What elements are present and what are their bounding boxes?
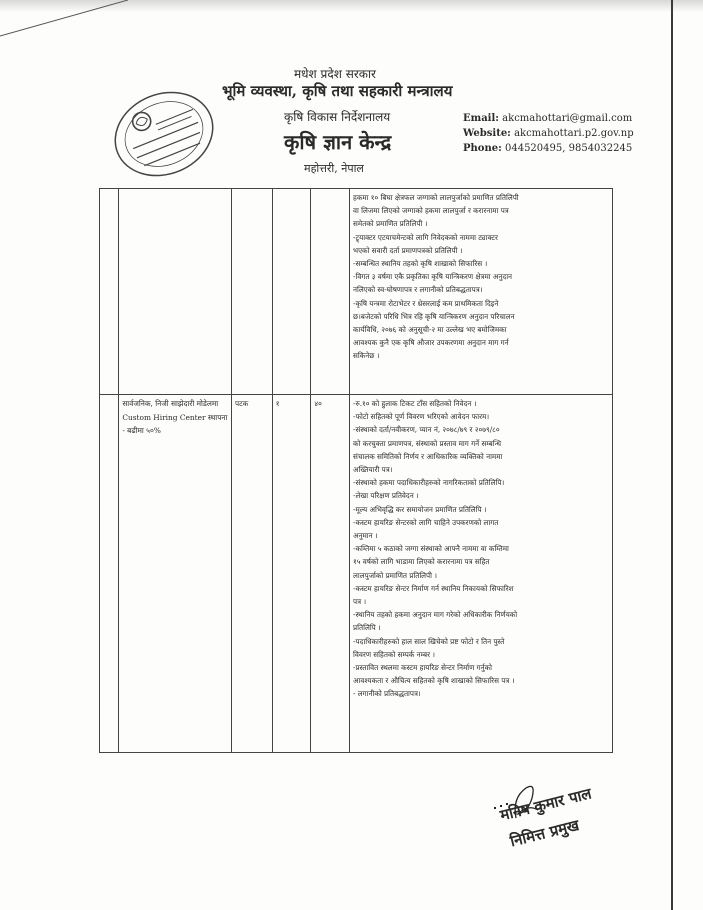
- header-location: महोत्तरी, नेपाल: [304, 162, 364, 175]
- requirement-line: अनुमान ।: [353, 531, 378, 541]
- requirement-line: -पदाधिकारीहरुको हाल साल खिचेको प्रष्ट फोटो र तिन पुस्ते: [353, 636, 505, 646]
- requirement-line: छ।बजेटको परिधि भित्र रहि कृषि यान्त्रिकरण अनुदान परिचालन: [353, 311, 515, 321]
- requirement-line: -कम्तिमा ५ कठाको जग्गा संस्थाको आफ्नै नाममा वा कम्तिमा: [353, 544, 509, 554]
- header-ministry: भूमि व्यवस्था, कृषि तथा सहकारी मन्त्रालय: [222, 82, 453, 100]
- office-seal-icon: [108, 84, 220, 184]
- header-directorate: कृषि विकास निर्देशनालय: [284, 110, 391, 124]
- requirement-line: -कृषि यन्त्रमा रोटाभेटर र थ्रेसरलाई कम प्राथमिकता दिइने: [353, 298, 499, 308]
- table-row: [100, 189, 613, 395]
- requirement-line: १५ वर्षको लागि भाडामा लिएको करारनामा पत्र सहित: [353, 557, 490, 567]
- requirement-line: -मूल्य अभिवृद्धि कर समायोजन प्रमाणित प्रतिलिपि ।: [353, 504, 487, 514]
- requirement-line: अख्तियारी पत्र।: [353, 465, 393, 475]
- table-cell-program: [119, 189, 232, 395]
- requirement-line: -प्रस्तावित स्थलमा कस्टम हायरिङ सेन्टर निर्माण गर्नुको: [353, 663, 493, 673]
- signatory-title: निमित्त प्रमुख: [508, 815, 581, 851]
- requirement-line: भएको सवारी दर्ता प्रमाणपत्रको प्रतिलिपी ।: [353, 245, 463, 255]
- table-cell: [100, 395, 119, 753]
- table-cell-program: सार्वजनिक, निजी साझेदारी मोडेलमा Custom Hiring Center स्थापना - बढीमा ५०%: [119, 395, 232, 753]
- table-cell-requirements: [350, 395, 613, 753]
- requirement-line: -लेखा परिक्षण प्रतिवेदन ।: [353, 491, 419, 501]
- requirement-line: -फोटो सहितको पूर्ण विवरण भरिएको आवेदन फारम।: [353, 412, 490, 422]
- requirement-line: समेतको प्रमाणित प्रतिलिपी ।: [353, 219, 428, 229]
- contact-email: [463, 111, 634, 126]
- table-cell-quantity: [272, 189, 311, 395]
- requirement-line: -कस्टम हायरिङ सेन्टरको लागि चाहिने उपकरणको लागत: [353, 517, 499, 527]
- contact-website: [463, 126, 634, 141]
- requirement-line: कार्यविधि, २०७६ को अनुसूची-२ मा उल्लेख भए बमोजिमका: [353, 325, 507, 335]
- email-value: akcmahottari@gmail.com: [502, 113, 633, 124]
- table-cell-unit: पटक: [232, 395, 273, 753]
- website-value: akcmahottari.p2.gov.np: [514, 128, 634, 139]
- requirement-line: -संस्थाको दर्ता/नवीकरण, प्यान नं, २०७८/७९ र २०७९/८०: [353, 425, 500, 435]
- signatory-name: मनिष कुमार पाल: [498, 784, 594, 825]
- requirement-line: वा लिजमा लिएको जग्गाको हकमा लालपुर्जा र करारनामा पत्र: [353, 206, 509, 216]
- contact-phone: [463, 141, 634, 156]
- table-cell-amount: [311, 189, 350, 395]
- requirement-line: विवरण सहितको सम्पर्क नम्बर ।: [353, 649, 436, 659]
- table-cell-quantity: १: [272, 395, 311, 753]
- requirement-line: प्रतिलिपि ।: [353, 623, 381, 633]
- table-cell-unit: [232, 189, 273, 395]
- contact-block: [463, 111, 634, 156]
- subsidy-requirements-table: [99, 188, 613, 753]
- phone-label: Phone:: [463, 143, 502, 154]
- requirement-line: को करचुक्ता प्रमाणपत्र, संस्थाको प्रस्ताव माग गर्ने सम्बन्धि: [353, 438, 502, 448]
- phone-value: 044520495, 9854032245: [504, 143, 633, 154]
- requirement-line: पत्र ।: [353, 597, 367, 607]
- requirement-line: -संस्थाको हकमा पदाधिकारीहरुको नागरिकताको प्रतिलिपि।: [353, 478, 505, 488]
- page-fold-corner: [0, 0, 130, 40]
- requirement-line: - लगानीको प्रतिबद्धतापत्र।: [353, 689, 421, 699]
- requirement-line: संचालक समितिको निर्णय र आधिकारिक व्यक्तिको नाममा: [353, 451, 503, 461]
- requirement-line: आवश्यक कुनै एक कृषि औजार उपकरणमा अनुदान माग गर्न: [353, 338, 509, 348]
- website-label: Website:: [463, 128, 511, 139]
- requirement-line: -स्थानिय तहको हकमा अनुदान माग गरेको अधिकारीक निर्णयको: [353, 610, 518, 620]
- requirement-line: हकमा १० बिघा क्षेत्रफल जग्गाको लालपुर्जाको प्रमाणित प्रतिलिपी: [353, 193, 519, 202]
- table-cell-requirements: [350, 189, 613, 395]
- table-row: [100, 395, 613, 753]
- requirement-line: -रु.१० को हुलाक टिकट टाँस सहितको निवेदन ।: [353, 399, 477, 408]
- header-office-name: कृषि ज्ञान केन्द्र: [284, 130, 392, 154]
- requirement-line: -सम्बन्धित स्थानिय तहको कृषि शाखाको सिफारिस ।: [353, 259, 488, 269]
- page-edge-line: [671, 0, 673, 910]
- requirement-line: नलिएको स्व-घोषणापत्र र लगानीको प्रतिबद्धतापत्र।: [353, 285, 483, 295]
- header-government: मधेश प्रदेश सरकार: [294, 67, 376, 81]
- requirement-line: -ट्र्याक्टर एटयाचमेन्टको लागि निवेदकको नाममा ट्याक्टर: [353, 232, 498, 242]
- table-cell: [100, 189, 119, 395]
- requirement-line: लालपुर्जाको प्रमाणित प्रतिलिपी ।: [353, 570, 438, 580]
- requirement-line: आवश्यकता र औचित्य सहितको कृषि शाखाको सिफारिस पत्र ।: [353, 676, 515, 686]
- requirement-line: -विगत ३ वर्षमा एकै प्रकृतिका कृषि यान्त्रिकरण क्षेत्रमा अनुदान: [353, 272, 513, 282]
- table-cell-amount: ४०: [311, 395, 350, 753]
- email-label: Email:: [463, 113, 499, 124]
- requirement-line: -कस्टम हायरिङ सेन्टर निर्माण गर्न स्थानिय निकायको सिफारिश: [353, 583, 514, 593]
- requirement-line: सकिनेछ ।: [353, 351, 380, 361]
